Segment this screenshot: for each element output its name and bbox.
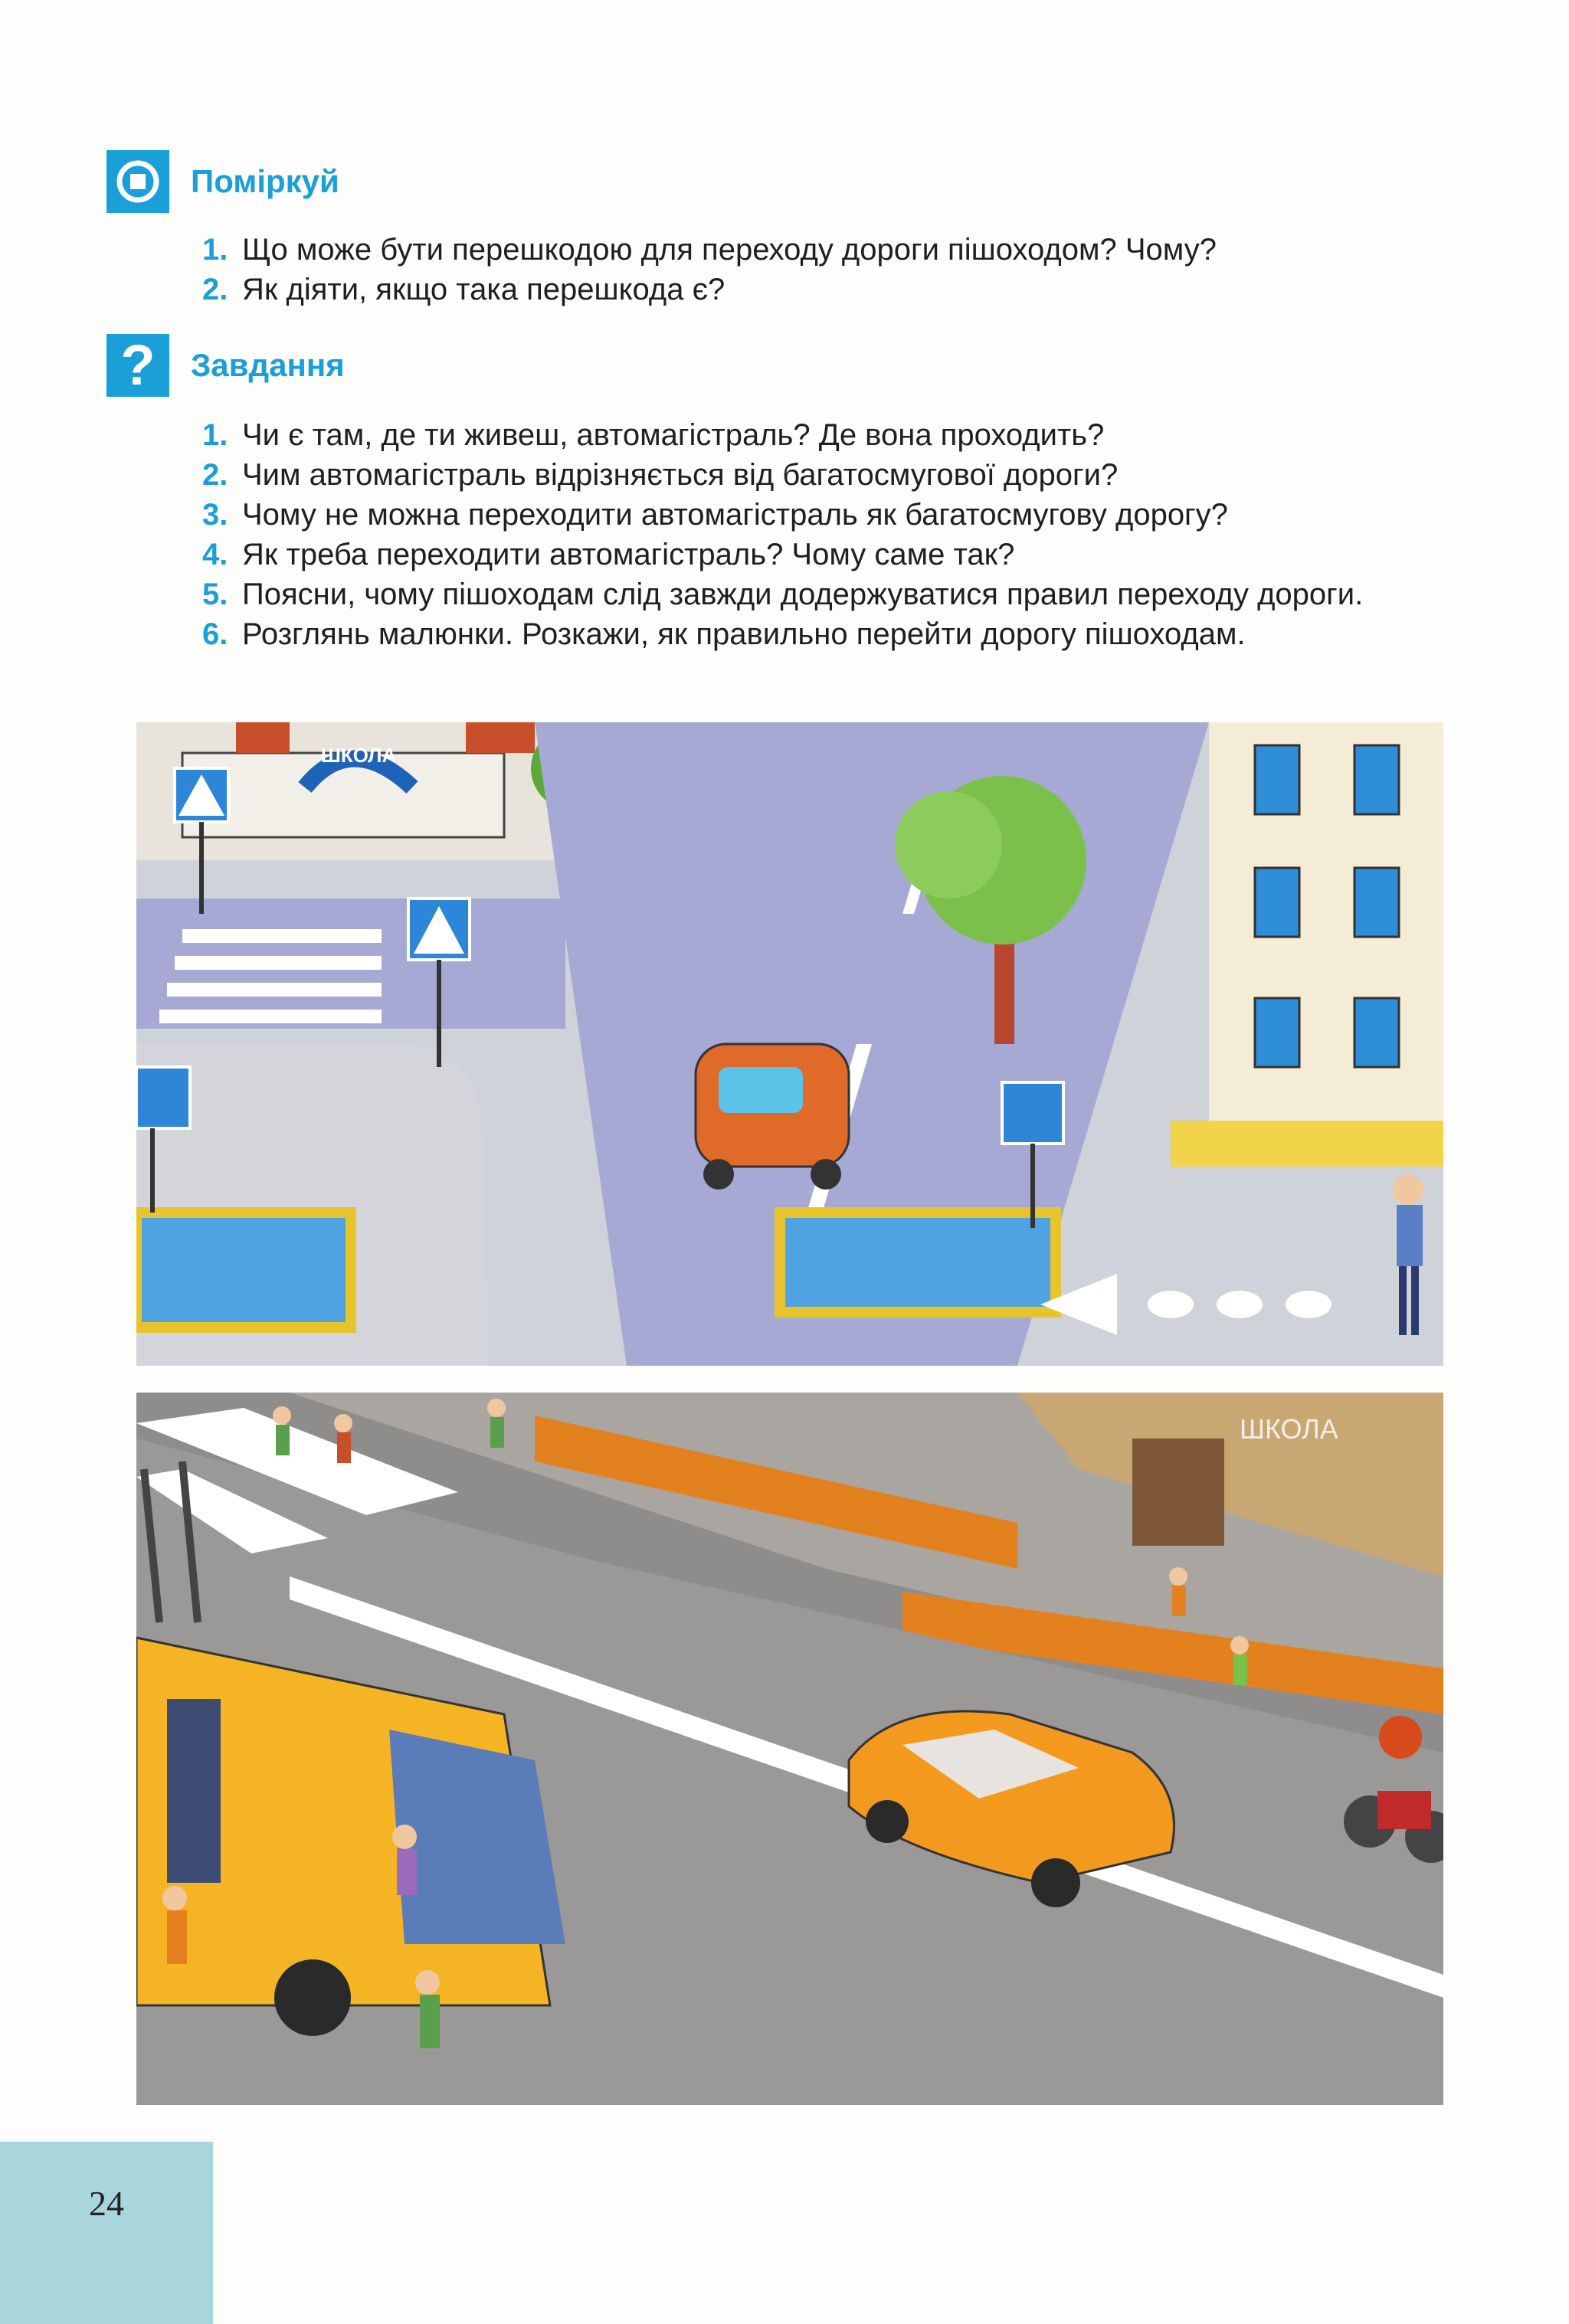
orange-car-illustration (696, 1044, 849, 1190)
task-title: Завдання (191, 347, 345, 383)
task-item: 2. Чим автомагістраль відрізняється від багатосмугової дороги? (202, 458, 1119, 492)
school-sign: ШКОЛА (320, 744, 397, 767)
task-item: 3. Чому не можна переходити автомагістраль як багатосмугову дорогу? (202, 498, 1228, 532)
task-list (202, 415, 1443, 654)
task-item: 4. Як треба переходити автомагістраль? Чому саме так? (202, 538, 1015, 571)
think-item: 1. Що може бути перешкодою для переходу дороги пішоходом? Чому? (202, 233, 1217, 267)
think-title: Поміркуй (191, 163, 339, 199)
question-icon: ? (106, 334, 169, 397)
task-item: 5. Поясни, чому пішоходам слід завжди додержуватися правил переходу дороги. (202, 578, 1364, 611)
task-header (106, 334, 345, 397)
school-sign: ШКОЛА (1240, 1413, 1338, 1445)
think-list (202, 230, 1459, 309)
illustration-intersection (136, 722, 1443, 1366)
page-number: 24 (89, 2184, 124, 2223)
task-item: 6. Розглянь малюнки. Розкажи, як правильно перейти дорогу пішоходам. (202, 617, 1246, 651)
think-header (106, 150, 339, 213)
think-item: 2. Як діяти, якщо така перешкода є? (202, 273, 726, 306)
task-item: 1. Чи є там, де ти живеш, автомагістраль? Де вона проходить? (202, 418, 1105, 452)
illustration-trolleybus-road (136, 1393, 1443, 2105)
page-number-tab (0, 2142, 213, 2324)
think-icon (106, 150, 169, 213)
